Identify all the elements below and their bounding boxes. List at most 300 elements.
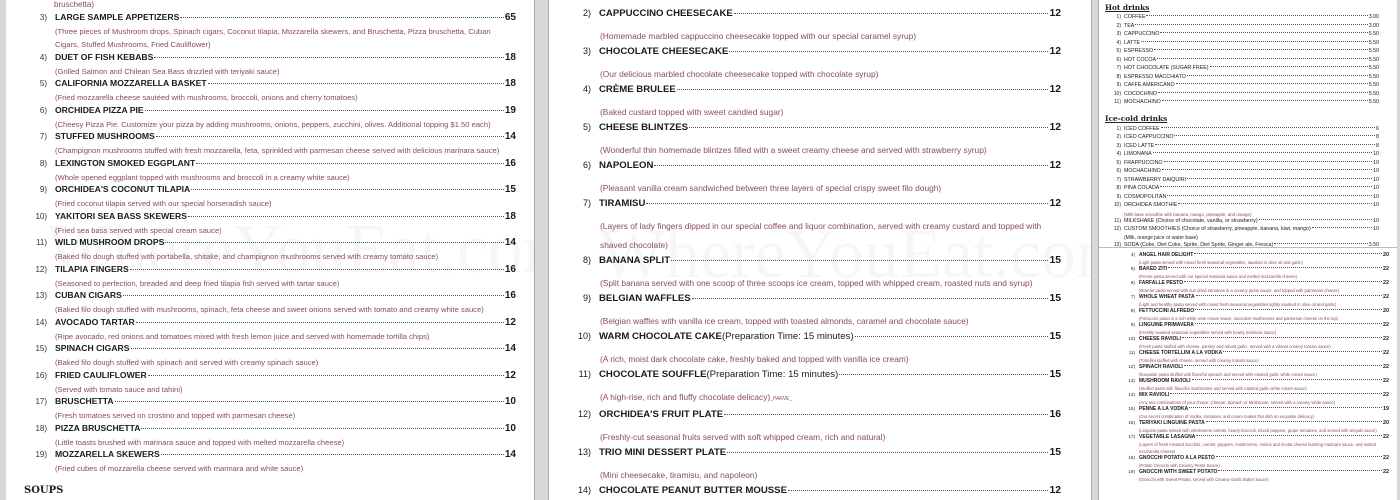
item-name: STUFFED MUSHROOMS (55, 131, 155, 141)
description-text: (Penne pasta served with our special marinara sauce and melted mozzarella cheese) (1139, 274, 1298, 279)
description-text: (Tortellini stuffed with cheese, served with creamy tomato sauce) (1139, 358, 1259, 363)
item-name: SPINACH CIGARS (55, 343, 130, 353)
item-number: 8) (1130, 308, 1135, 313)
menu-item (549, 198, 1061, 255)
menu-item-row (549, 8, 1061, 27)
menu-item (1099, 185, 1379, 194)
item-name: CUBAN CIGARS (55, 290, 122, 300)
menu-item-row (1099, 378, 1389, 385)
item-name: SPINACH RAVIOLI (1139, 364, 1183, 370)
item-description (1139, 343, 1389, 350)
item-description (55, 118, 516, 131)
menu-item-row (549, 447, 1061, 466)
item-number: 10) (1113, 90, 1121, 97)
description-text: (Seasoned to perfection, breaded and deep fried tilapia fish served with tartar sauce) (55, 278, 340, 288)
item-name: HOT CHOCOLATE (SUGAR FREE) (1124, 65, 1209, 71)
item-number: 4) (1130, 252, 1135, 257)
item-price: 8 (1376, 134, 1379, 140)
description-text: (Ripe avocado, red onions and tomatoes mixed with fresh lemon juice and served with homemade tortilla chips) (55, 331, 430, 341)
item-description (1139, 259, 1389, 266)
dot-leader (1195, 309, 1382, 310)
item-price: 15 (1049, 331, 1061, 342)
item-description (55, 144, 516, 157)
item-number: 5) (1116, 159, 1121, 166)
menu-item (549, 8, 1061, 46)
dot-leader (1170, 393, 1382, 394)
item-name: CUSTOM SMOOTHIES (Choice of strawberry, pineapple, banana, kiwi, mango) (1124, 226, 1311, 232)
item-name: LIMONANA (1124, 151, 1152, 157)
item-name: TERIYAKI LINGUINE PASTA (1139, 420, 1205, 426)
menu-item (1099, 308, 1389, 322)
menu-item-row (1099, 160, 1379, 169)
item-name: VEGETABLE LASAGNA (1139, 434, 1196, 440)
menu-item (549, 485, 1061, 500)
pasta-list (1099, 252, 1389, 483)
item-price: 10 (1373, 159, 1379, 166)
description-text: (Our secret combination of Vodka, tomatoes, and cream makes this dish an exquisite delicacy) (1139, 414, 1315, 419)
item-price: 5.50 (1368, 65, 1379, 71)
hot-drinks-list (1099, 14, 1379, 108)
item-name: CHOCOLATE SOUFFLE (599, 369, 707, 380)
item-description (55, 356, 516, 369)
dot-leader (654, 165, 1048, 166)
menu-item (6, 290, 516, 316)
menu-item (6, 158, 516, 184)
item-name: ORCHIDEA'S FRUIT PLATE (599, 409, 724, 420)
dot-leader (689, 127, 1048, 128)
section-heading-cold-drinks: Ice-cold drinks (1105, 113, 1168, 123)
menu-item (549, 84, 1061, 122)
dot-leader (724, 414, 1048, 415)
dot-leader (839, 374, 1048, 375)
dot-leader (1182, 337, 1382, 338)
item-price: 5.50 (1368, 73, 1379, 80)
menu-item-row (1099, 126, 1379, 135)
item-number: 3) (39, 13, 47, 22)
item-price: 10 (1373, 168, 1379, 174)
item-number: 4) (1116, 151, 1121, 157)
item-name: CAPPUCCINO CHEESECAKE (599, 8, 733, 19)
item-number: 11) (578, 369, 591, 379)
item-name: PINA COLADA (1124, 185, 1160, 191)
dot-leader (1168, 267, 1382, 268)
item-name: LINGUINE PRIMAVERA (1139, 322, 1194, 328)
item-price: 12 (504, 316, 516, 328)
menu-item (1099, 82, 1379, 91)
description-text: (Layers of lady fingers dipped in our special coffee and liquor combination, served with creamy custard and topped with shaved chocolate) (600, 221, 1042, 250)
dot-leader (191, 189, 504, 190)
menu-item-row (1099, 40, 1379, 49)
item-description (1139, 413, 1389, 420)
menu-item-row (1099, 74, 1379, 83)
dot-leader (1153, 152, 1372, 153)
item-name: FRAPPUCCINO (1124, 159, 1163, 166)
item-number: 16) (1128, 420, 1135, 425)
item-description (55, 303, 516, 316)
menu-page-appetizers (6, 0, 535, 500)
menu-item (1099, 23, 1379, 32)
item-description (600, 466, 1061, 485)
item-number: 7) (582, 198, 591, 208)
menu-item-row (549, 331, 1061, 350)
item-description (55, 224, 516, 237)
description-text: (Fresh tomatoes served on crostino and topped with parmesan cheese) (55, 411, 296, 420)
description-text: (Fresh pasta stuffed with cheese, parsley and robust garlic, served with a vibrant creamy tomato sauce) (1139, 344, 1331, 349)
item-number: 4) (1116, 39, 1121, 46)
menu-item (6, 78, 516, 104)
description-text: (Fettuccini pasta in a rich white wine cream sauce, succulent mushrooms and parmesan cheese on the top) (1139, 316, 1339, 321)
menu-item (6, 423, 516, 449)
item-name: ORCHIDEA'S COCONUT TILAPIA (55, 184, 191, 194)
menu-item (549, 255, 1061, 293)
description-text: (Our delicious marbled chocolate cheesecake topped with chocolate syrup) (600, 69, 879, 79)
menu-item (1099, 31, 1379, 40)
dot-leader (734, 13, 1049, 14)
dot-leader (156, 136, 504, 137)
item-description (600, 350, 1061, 369)
menu-item (1099, 151, 1379, 160)
dot-leader (136, 322, 504, 323)
dot-leader (1154, 49, 1368, 50)
item-price: 18 (504, 210, 516, 222)
menu-item-row (1099, 226, 1379, 235)
item-name: TEA (1124, 22, 1135, 29)
item-description (1124, 211, 1379, 218)
description-text: (A rich, moist dark chocolate cake, freshly baked and topped with vanilla ice cream) (600, 354, 909, 364)
item-price: 16 (1049, 409, 1061, 420)
description-text: (Served with tomato sauce and tahini) (55, 384, 183, 394)
item-price: 22 (1383, 266, 1389, 272)
dot-leader (1160, 186, 1372, 187)
item-description (600, 217, 1061, 255)
description-text: (Little toasts brushed with marinara sauce and topped with melted mozzarella cheese) (55, 437, 345, 447)
dot-leader (1210, 66, 1368, 67)
item-number: 4) (39, 52, 47, 62)
dot-leader (1167, 195, 1372, 196)
menu-item-row (6, 290, 516, 303)
item-number: 1) (1116, 125, 1121, 132)
menu-item-row (1099, 455, 1389, 462)
item-price: 3.00 (1368, 22, 1379, 29)
dot-leader (1187, 75, 1368, 76)
item-price: 14 (504, 449, 516, 460)
dot-leader (677, 89, 1049, 90)
dot-leader (161, 454, 504, 455)
item-name: FRIED CAULIFLOWER (55, 369, 147, 380)
item-price: 12 (1049, 8, 1061, 19)
cold-drinks-list (1099, 126, 1379, 251)
item-description (1139, 399, 1389, 406)
menu-item-row (1099, 420, 1389, 427)
item-price: 5.50 (1368, 90, 1379, 97)
menu-item (6, 52, 516, 78)
item-number: 13) (577, 447, 591, 457)
menu-item-row (1099, 266, 1389, 273)
item-price: 15 (1049, 369, 1061, 380)
item-number: 18) (1128, 455, 1135, 460)
item-price: 8 (1376, 142, 1379, 149)
menu-item (1099, 350, 1389, 364)
menu-item-row (1099, 434, 1389, 441)
item-name: CALIFORNIA MOZZARELLA BASKET (55, 78, 207, 88)
item-price: 22 (1383, 350, 1389, 356)
menu-item-row (1099, 322, 1389, 329)
item-price: 22 (1383, 294, 1389, 300)
item-number: 11) (1128, 350, 1135, 355)
item-name: TRIO MINI DESSERT PLATE (599, 447, 727, 458)
item-number: 7) (1116, 176, 1121, 183)
item-price: 12 (1049, 160, 1061, 171)
menu-item-row (1099, 99, 1379, 108)
item-number: 5) (1116, 48, 1121, 54)
item-name: SODA (Coke, Diet Coke, Sprite, Diet Sprite, Ginger ale, Fresca) (1124, 241, 1274, 248)
dot-leader (1157, 58, 1368, 59)
menu-item (1099, 177, 1379, 186)
item-price: 12 (1049, 198, 1061, 209)
menu-item-row (1099, 151, 1379, 160)
menu-page-drinks-pasta (1098, 0, 1397, 500)
menu-item-row (1099, 177, 1379, 186)
item-number: 2) (582, 8, 591, 18)
item-description (1139, 357, 1389, 364)
item-price: 15 (1049, 293, 1061, 304)
dot-leader (1216, 456, 1382, 457)
menu-item-row (1099, 168, 1379, 177)
item-number: 8) (1116, 185, 1121, 191)
item-number: 18) (35, 423, 47, 433)
item-price: 14 (504, 131, 516, 142)
menu-item (1099, 364, 1389, 378)
item-name: WARM CHOCOLATE CAKE (599, 331, 722, 342)
item-number: 7) (39, 132, 47, 141)
item-name: ESPRESSO (1124, 48, 1154, 54)
item-price: 18 (504, 78, 516, 89)
dot-leader (1160, 32, 1367, 33)
item-description (55, 91, 516, 104)
description-text: (Light pasta served with mixed fresh seasonal vegetables, sautéed in olive oil and garlic) (1139, 260, 1303, 265)
description-text: (Exquisite pasta stuffed with flavorful spinach and served with roasted garlic white cream sauce) (1139, 372, 1317, 377)
item-number: 6) (39, 105, 47, 115)
item-name: CHEESE BLINTZES (599, 122, 689, 133)
dot-leader (1135, 24, 1367, 25)
item-name: PIZZA BRUSCHETTA (55, 422, 141, 433)
menu-item-row (1099, 23, 1379, 32)
item-number: 11) (1114, 99, 1121, 105)
dot-leader (1164, 161, 1373, 162)
item-number: 9) (39, 185, 47, 194)
menu-item (1099, 322, 1389, 336)
item-price: 10 (1373, 217, 1379, 224)
item-number: 17) (35, 397, 47, 406)
menu-item (1099, 57, 1379, 66)
item-description (55, 330, 516, 343)
description-text: (Light and healthy pasta served with mixed fresh seasonal vegetables lightly sautéed in olive oil and garlic) (1139, 302, 1337, 307)
dot-leader (165, 242, 504, 243)
dot-leader (1274, 243, 1367, 244)
dot-leader (1206, 421, 1382, 422)
item-description (1139, 462, 1389, 469)
menu-item-row (6, 264, 516, 277)
dot-leader (727, 452, 1048, 453)
dot-leader (123, 295, 504, 296)
description-text: (Grilled Salmon and Chilean Sea Bass drizzled with teriyaki sauce) (55, 66, 280, 76)
dot-leader (1196, 435, 1382, 436)
menu-item (1099, 406, 1389, 420)
item-number: 5) (582, 122, 591, 132)
item-price: 10 (1373, 151, 1379, 157)
item-price: 15 (504, 184, 516, 195)
item-number: 6) (1130, 280, 1135, 285)
item-description (55, 409, 516, 422)
menu-item-row (1099, 134, 1379, 143)
item-name: ORCHIDEA SMOTHIE (1124, 202, 1178, 208)
item-number: 19) (1128, 469, 1135, 474)
item-number: 6) (1116, 168, 1121, 174)
description-text: (Stuffed pasta with flavorful mushrooms and served with roasted garlic white cream sauce) (1139, 386, 1307, 391)
item-number: 10) (1128, 336, 1135, 341)
menu-item-row (549, 369, 1061, 388)
description-text: (Freshly-cut seasonal fruits served with soft whipped cream, rich and natural) (600, 432, 886, 442)
menu-item-row (1099, 392, 1389, 399)
item-name: MOCHACHINO (1124, 99, 1161, 105)
menu-item (1099, 134, 1379, 143)
item-name: MOZZARELLA SKEWERS (55, 449, 160, 459)
menu-item (1099, 143, 1379, 152)
menu-item (1099, 14, 1379, 23)
item-description (55, 25, 516, 51)
item-description (1139, 385, 1389, 392)
item-number: 3) (582, 46, 591, 56)
pasta-sheet (1099, 247, 1397, 500)
item-price: 5.50 (1368, 82, 1379, 88)
dot-leader (646, 203, 1048, 204)
item-name: CAPPUCCINO (1124, 31, 1160, 37)
item-price: 12 (1049, 485, 1061, 496)
menu-item (1099, 160, 1379, 169)
item-number: 2) (1116, 134, 1121, 140)
dot-leader (131, 348, 504, 349)
dot-leader (1259, 219, 1372, 220)
item-name: BRUSCHETTA (55, 396, 114, 406)
menu-item (6, 317, 516, 343)
menu-item (549, 409, 1061, 447)
item-price: 14 (504, 237, 516, 248)
item-description: (Milk, orange juice or water base) (1124, 234, 1198, 241)
item-name: ICED COFFEE (1124, 125, 1160, 132)
description-text: (Fried coconut tilapia served with our special horseradish sauce) (55, 199, 272, 208)
menu-item-row (549, 122, 1061, 141)
item-description (1139, 329, 1389, 336)
menu-item-row (1099, 48, 1379, 57)
item-number: 8) (1116, 73, 1121, 80)
item-price: 5.50 (1368, 56, 1379, 63)
item-name: ICED CAPPUCCINO (1124, 134, 1174, 140)
menu-item (6, 237, 516, 263)
item-name: FARFALLE PESTO (1139, 280, 1184, 286)
item-price: 22 (1383, 364, 1389, 370)
item-price: 22 (1383, 469, 1389, 475)
menu-item-row (1099, 91, 1379, 100)
menu-item (1099, 455, 1389, 469)
item-name: ESPRESSO MACCHIATO (1124, 73, 1186, 80)
item-number: 15) (35, 344, 47, 353)
description-text: (Any two combinations of your choice: Cheese, Spinach or Mushroom, served with a creamy white sauce) (1139, 400, 1335, 405)
menu-item-row (6, 105, 516, 118)
menu-item (1099, 74, 1379, 83)
item-description (1139, 427, 1389, 434)
menu-item-row (6, 12, 516, 25)
dot-leader (1158, 92, 1368, 93)
menu-item-row (549, 160, 1061, 179)
item-name: STRAWBERRY DAIQUIRI (1124, 176, 1187, 183)
dot-leader (180, 17, 504, 18)
item-name: WILD MUSHROOM DROPS (55, 237, 165, 247)
dot-leader (115, 401, 504, 402)
dot-leader (1196, 295, 1382, 296)
item-name: MOCHACHINO (1124, 168, 1161, 174)
dot-leader (692, 298, 1049, 299)
item-description (1139, 301, 1389, 308)
menu-item (1099, 226, 1379, 242)
description-fragment: bruschetta) (54, 0, 95, 9)
dot-leader (1155, 144, 1375, 145)
menu-item-row (1099, 65, 1379, 74)
item-price: 65 (504, 12, 516, 23)
description-text: (Wonderful thin homemade blintzes filled with a sweet creamy cheese and served with strawberry syrup) (600, 145, 987, 155)
item-name: MILKSHAKE (Choice of chocolate, vanilla, or strawberry) (1124, 217, 1258, 224)
item-number: 10) (577, 331, 591, 341)
item-number: 6) (1116, 56, 1121, 63)
item-price: 10 (504, 422, 516, 434)
item-description (1139, 441, 1389, 455)
item-name: ANGEL HAIR DELIGHT (1139, 252, 1194, 258)
item-price: 15 (1049, 255, 1061, 266)
menu-item (549, 122, 1061, 160)
description-text: (Fried cubes of mozzarella cheese served with marinara and white sauce) (55, 464, 304, 473)
description-text: (Belgian waffles with vanilla ice cream, topped with toasted almonds, caramel and chocolate sauce) (600, 316, 969, 326)
item-name: LATTE (1124, 39, 1141, 46)
item-price: 10 (504, 396, 516, 407)
menu-item-row (6, 396, 516, 409)
dot-leader (1176, 83, 1368, 84)
item-name: MIX RAVIOLI (1139, 392, 1170, 398)
item-number: 14) (577, 485, 591, 495)
item-description (55, 65, 516, 78)
menu-item (1099, 420, 1389, 434)
description-text: (Three pieces of Mushroom drops, Spinach cigars, Coconut tilapia, Mozzarella skewers, and Bruschetta, Pizza bruschetta, Cuban Cigars, Stuffed Mushrooms, Fried Cauliflower) (55, 27, 491, 49)
item-number: 10) (35, 211, 47, 221)
menu-item-row (1099, 294, 1389, 301)
item-price: 3.50 (1368, 241, 1379, 248)
item-price: 20 (1383, 308, 1389, 314)
menu-item-row (1099, 469, 1389, 476)
menu-item (6, 449, 516, 475)
item-number: 17) (1128, 434, 1135, 439)
dot-leader (154, 57, 504, 58)
menu-item-row (6, 317, 516, 330)
menu-item-row (6, 370, 516, 383)
menu-item-row (1099, 308, 1389, 315)
description-text: (Whole opened eggplant topped with mushrooms and broccoli in a creamy white sauce) (55, 172, 350, 182)
item-name: FETTUCCINI ALFREDO (1139, 308, 1195, 314)
menu-item (1099, 194, 1379, 203)
dot-leader (1223, 351, 1382, 352)
description-text: (Linguine pasta tossed with wholesome carrots, hearty broccoli, mixed peppers, grape tomatoes, and served with teriyaki sauce) (1139, 428, 1377, 433)
section-heading-soups: SOUPS (24, 485, 64, 496)
description-text: (Split banana served with one scoop of three scoops ice cream, topped with whipped cream, roasted nuts and syrup) (600, 278, 1033, 288)
menu-item (1099, 65, 1379, 74)
menu-item (549, 160, 1061, 198)
